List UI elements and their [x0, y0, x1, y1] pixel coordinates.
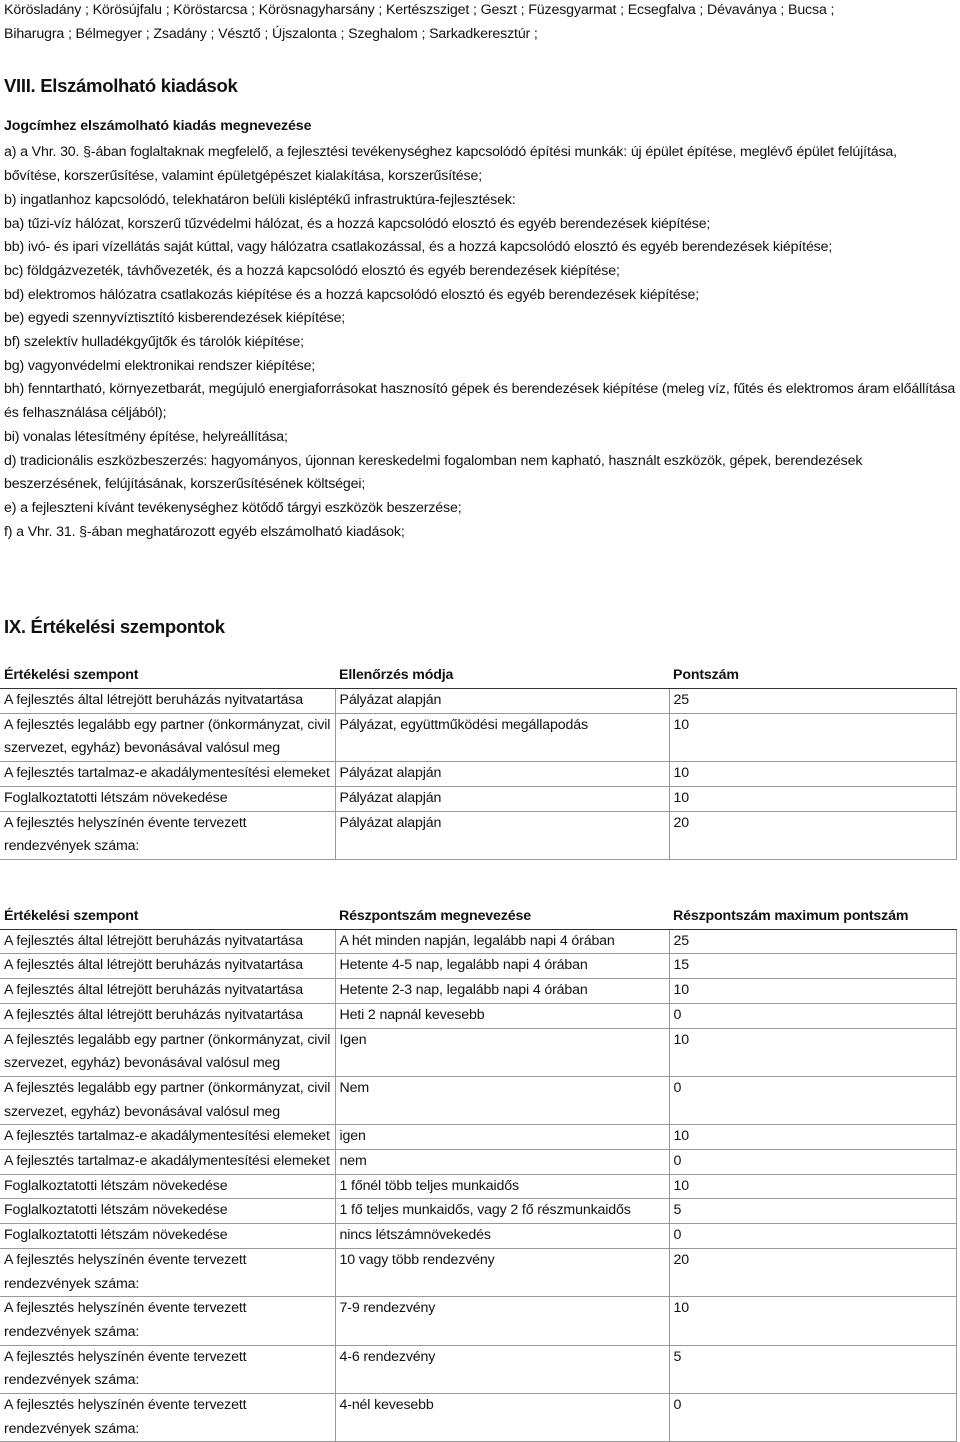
column-header: Részpontszám megnevezése	[335, 905, 669, 929]
table-cell: 20	[669, 811, 956, 859]
section-viii-title: VIII. Elszámolható kiadások	[4, 75, 238, 97]
column-header: Részpontszám maximum pontszám	[669, 905, 956, 929]
table-cell: Foglalkoztatotti létszám növekedése	[0, 1199, 335, 1224]
table-cell: 0	[669, 1150, 956, 1175]
table-cell: 4-nél kevesebb	[335, 1394, 669, 1442]
list-item: d) tradicionális eszközbeszerzés: hagyományos, újonnan kereskedelmi fogalomban nem kapható, használt eszközök, gépek, berendezések beszerzésének, felújításának, korszerűsítésének költségei;	[4, 452, 863, 493]
table-cell: Hetente 4-5 nap, legalább napi 4 órában	[335, 954, 669, 979]
table-cell: A fejlesztés által létrejött beruházás nyitvatartása	[0, 1003, 335, 1028]
list-item: e) a fejleszteni kívánt tevékenységhez kötődő tárgyi eszközök beszerzése;	[4, 499, 462, 516]
settlement-list	[4, 0, 956, 46]
table-row	[0, 1199, 956, 1224]
table-cell: 25	[669, 689, 956, 714]
table-cell: nincs létszámnövekedés	[335, 1224, 669, 1249]
list-item: bc) földgázvezeték, távhővezeték, és a hozzá kapcsolódó elosztó és egyéb berendezések kiépítése;	[4, 262, 620, 279]
table-row	[0, 713, 956, 761]
evaluation-criteria-table	[0, 664, 957, 860]
table-cell: A fejlesztés helyszínén évente tervezett rendezvények száma:	[0, 1297, 335, 1345]
column-header: Ellenőrzés módja	[335, 664, 669, 688]
table-cell: Foglalkoztatotti létszám növekedése	[0, 786, 335, 811]
table-row	[0, 1345, 956, 1393]
table-cell: Pályázat alapján	[335, 811, 669, 859]
table-cell: 1 fő teljes munkaidős, vagy 2 fő részmunkaidős	[335, 1199, 669, 1224]
table-cell: A fejlesztés helyszínén évente tervezett rendezvények száma:	[0, 811, 335, 859]
table-cell: A hét minden napján, legalább napi 4 órában	[335, 929, 669, 954]
list-item: ba) tűzi-víz hálózat, korszerű tűzvédelmi hálózat, és a hozzá kapcsolódó elosztó és egyéb berendezések kiépítése;	[4, 215, 711, 232]
table-row	[0, 1125, 956, 1150]
column-header: Értékelési szempont	[0, 664, 335, 688]
table-row	[0, 1150, 956, 1175]
table-cell: 4-6 rendezvény	[335, 1345, 669, 1393]
table-row	[0, 1076, 956, 1124]
settlement-line: Körösladány ; Körösújfalu ; Köröstarcsa ; Körösnagyharsány ; Kertészsziget ; Geszt ; Füzesgyarmat ; Ecsegfalva ; Dévaványa ; Bucsa ;	[4, 2, 835, 18]
table-cell: 10	[669, 762, 956, 787]
table-cell: 10 vagy több rendezvény	[335, 1248, 669, 1296]
list-item: bg) vagyonvédelmi elektronikai rendszer kiépítése;	[4, 357, 316, 374]
table-cell: 1 főnél több teljes munkaidős	[335, 1174, 669, 1199]
table-row	[0, 1394, 956, 1442]
table-row	[0, 1224, 956, 1249]
table-row	[0, 1174, 956, 1199]
table-cell: nem	[335, 1150, 669, 1175]
list-item: bi) vonalas létesítmény építése, helyreállítása;	[4, 428, 288, 445]
table-row	[0, 1003, 956, 1028]
table-header-row	[0, 664, 956, 688]
table-cell: A fejlesztés helyszínén évente tervezett rendezvények száma:	[0, 1345, 335, 1393]
table-cell: 10	[669, 1125, 956, 1150]
table-row	[0, 689, 956, 714]
table-cell: 10	[669, 713, 956, 761]
table-cell: Nem	[335, 1076, 669, 1124]
table-cell: Igen	[335, 1028, 669, 1076]
table-row	[0, 811, 956, 859]
table-cell: 0	[669, 1076, 956, 1124]
list-item: be) egyedi szennyvíztisztító kisberendezések kiépítése;	[4, 310, 346, 327]
table-row	[0, 929, 956, 954]
table-row	[0, 979, 956, 1004]
table-row	[0, 786, 956, 811]
list-item: f) a Vhr. 31. §-ában meghatározott egyéb elszámolható kiadások;	[4, 523, 405, 540]
table-cell: 0	[669, 1003, 956, 1028]
sub-score-table	[0, 905, 957, 1442]
table-cell: A fejlesztés által létrejött beruházás nyitvatartása	[0, 979, 335, 1004]
table-cell: A fejlesztés helyszínén évente tervezett rendezvények száma:	[0, 1248, 335, 1296]
table-cell: 7-9 rendezvény	[335, 1297, 669, 1345]
section-ix-title: IX. Értékelési szempontok	[4, 616, 225, 638]
table-cell: 20	[669, 1248, 956, 1296]
table-cell: A fejlesztés által létrejött beruházás nyitvatartása	[0, 689, 335, 714]
list-item: bb) ivó- és ipari vízellátás saját kúttal, vagy hálózatra csatlakozással, és a hozzá kapcsolódó elosztó és egyéb berendezések kiépítése;	[4, 239, 833, 256]
column-header: Pontszám	[669, 664, 956, 688]
eligible-costs-list	[4, 141, 956, 544]
table-cell: A fejlesztés által létrejött beruházás nyitvatartása	[0, 929, 335, 954]
table-cell: A fejlesztés legalább egy partner (önkormányzat, civil szervezet, egyház) bevonásával valósul meg	[0, 1028, 335, 1076]
table-row	[0, 1248, 956, 1296]
table-row	[0, 762, 956, 787]
table-cell: A fejlesztés legalább egy partner (önkormányzat, civil szervezet, egyház) bevonásával valósul meg	[0, 713, 335, 761]
table-cell: 0	[669, 1224, 956, 1249]
table-row	[0, 1028, 956, 1076]
table-cell: Hetente 2-3 nap, legalább napi 4 órában	[335, 979, 669, 1004]
table-cell: A fejlesztés legalább egy partner (önkormányzat, civil szervezet, egyház) bevonásával valósul meg	[0, 1076, 335, 1124]
table-cell: 10	[669, 1028, 956, 1076]
table-cell: A fejlesztés tartalmaz-e akadálymentesítési elemeket	[0, 762, 335, 787]
table-row	[0, 954, 956, 979]
column-header: Értékelési szempont	[0, 905, 335, 929]
section-viii-subtitle: Jogcímhez elszámolható kiadás megnevezése	[4, 118, 312, 135]
table-cell: 15	[669, 954, 956, 979]
table-cell: 5	[669, 1345, 956, 1393]
list-item: a) a Vhr. 30. §-ában foglaltaknak megfelelő, a fejlesztési tevékenységhez kapcsolódó építési munkák: új épület építése, meglévő épület felújítása, bővítése, korszerűsítése, valamint épületgépészet kialakítása, korszerűsítése;	[4, 144, 897, 185]
table-header-row	[0, 905, 956, 929]
table-cell: Foglalkoztatotti létszám növekedése	[0, 1174, 335, 1199]
list-item: bh) fenntartható, környezetbarát, megújuló energiaforrásokat hasznosító gépek és berendezések kiépítése (meleg víz, fűtés és elektromos áram előállítása és felhasználása céljából);	[4, 381, 956, 422]
table-cell: Pályázat, együttműködési megállapodás	[335, 713, 669, 761]
table-cell: Pályázat alapján	[335, 786, 669, 811]
table-cell: 25	[669, 929, 956, 954]
table-cell: A fejlesztés helyszínén évente tervezett rendezvények száma:	[0, 1394, 335, 1442]
table-cell: Foglalkoztatotti létszám növekedése	[0, 1224, 335, 1249]
table-cell: Pályázat alapján	[335, 762, 669, 787]
table-cell: 10	[669, 1174, 956, 1199]
list-item: b) ingatlanhoz kapcsolódó, telekhatáron belüli kisléptékű infrastruktúra-fejlesztések:	[4, 191, 516, 208]
list-item: bf) szelektív hulladékgyűjtők és tárolók kiépítése;	[4, 334, 304, 351]
table-cell: Heti 2 napnál kevesebb	[335, 1003, 669, 1028]
document-page	[4, 0, 956, 1442]
table-cell: 0	[669, 1394, 956, 1442]
list-item: bd) elektromos hálózatra csatlakozás kiépítése és a hozzá kapcsolódó elosztó és egyéb berendezések kiépítése;	[4, 286, 700, 303]
table-cell: A fejlesztés tartalmaz-e akadálymentesítési elemeket	[0, 1125, 335, 1150]
table-cell: igen	[335, 1125, 669, 1150]
table-cell: Pályázat alapján	[335, 689, 669, 714]
table-cell: 10	[669, 979, 956, 1004]
table-cell: A fejlesztés tartalmaz-e akadálymentesítési elemeket	[0, 1150, 335, 1175]
table-cell: A fejlesztés által létrejött beruházás nyitvatartása	[0, 954, 335, 979]
table-cell: 10	[669, 1297, 956, 1345]
table-row	[0, 1297, 956, 1345]
settlement-line: Biharugra ; Bélmegyer ; Zsadány ; Vésztő ; Újszalonta ; Szeghalom ; Sarkadkeresztúr ;	[4, 25, 538, 42]
table-cell: 10	[669, 786, 956, 811]
table-cell: 5	[669, 1199, 956, 1224]
